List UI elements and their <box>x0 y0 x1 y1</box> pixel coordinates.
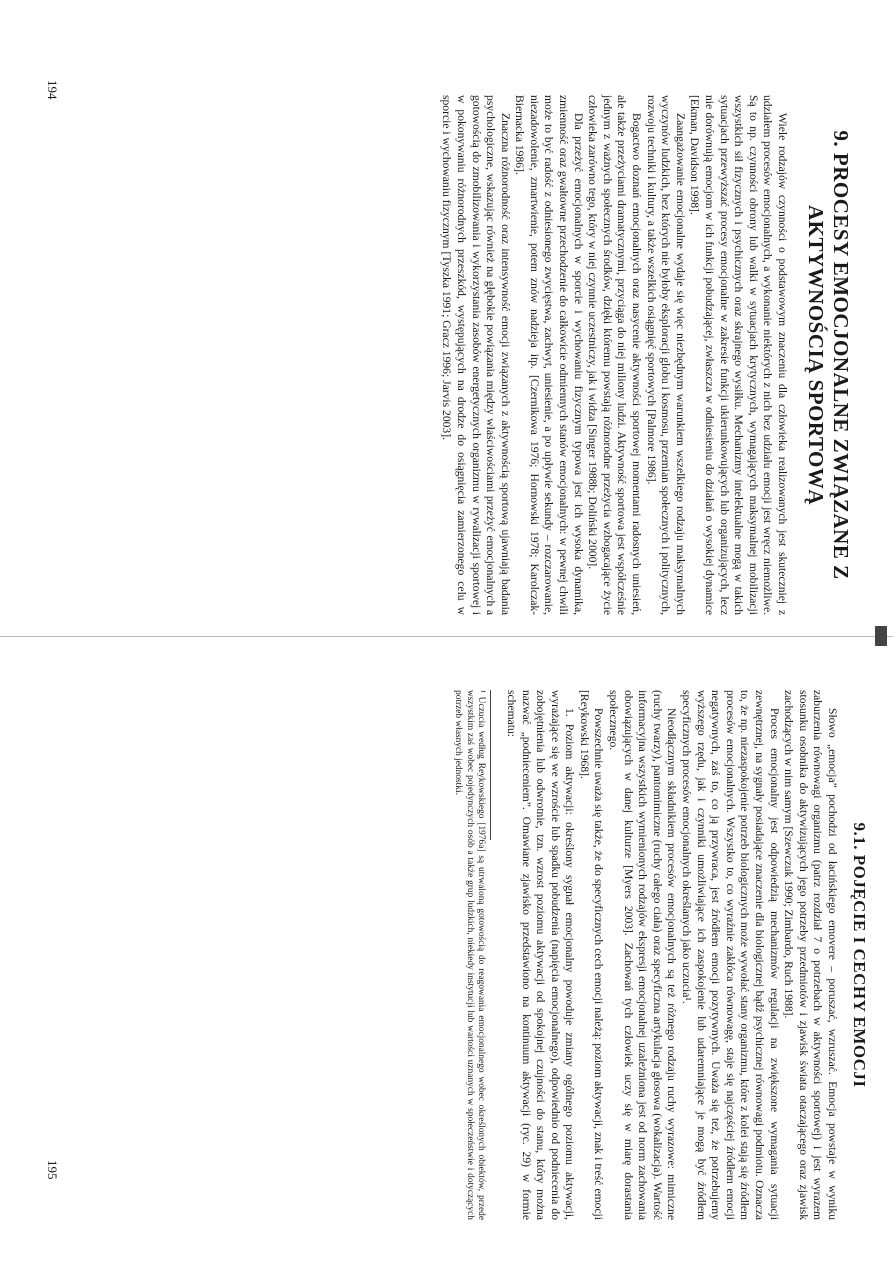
page-number-left: 194 <box>45 80 60 100</box>
page-gutter <box>0 636 893 637</box>
paragraph: Wiele rodzajów czynności o podstawowym znaczeniu dla człowieka realizowanych jest skuteczniej z udziałem procesów emocjonalnych, a wykonanie niektórych z nich bez udziału emocji jest wręcz niemożliwe. Są to np. czynności obrony lub walki w sytuacjach krytycznych, wymagających maksymalnej mobilizacji wszystkich sił fizycznych i psychicznych oraz skrajnego wysiłku. Mechanizmy intelektualne mogą w takich sytuacjach przewyższać procesy emocjonalne w zakresie funkcji ukierunkowujących lub organizujących, lecz nie dorównują emocjom w ich funkcji pobudzającej, zwłaszcza w odniesieniu do działań o wysokiej dynamice [Ekman, Davidson 1998]. <box>688 95 789 615</box>
paragraph: Nieodłącznym składnikiem procesów emocjonalnych są też różnego rodzaju ruchy wyrazowe: mimiczne (ruchy twarzy), pantomimiczne (ruchy całego ciała) oraz specyficzna artykulacja głosowa (wokalizacja). Wartość informacyjna wszystkich wymienionych rodzajów ekspresji emocjonalnej uzależniona jest od norm zachowania obowiązujących w danej kulturze [Myers 2003]. Zachowań tych człowiek uczy się w miarę dorastania społecznego. <box>607 690 679 1220</box>
crop-mark <box>875 626 887 646</box>
footnote-rule <box>490 690 491 840</box>
right-page <box>170 690 870 1220</box>
left-page <box>163 95 853 615</box>
paragraph: Proces emocjonalny jest odpowiedzią mechanizmów regulacji na zwiększone wymagania sytuacji zewnętrznej, na sygnały posiadające znaczenie dla biologicznej bądź psychicznej równowagi podmiotu. Oznacza to, że np. niezaspokojenie potrzeb biologicznych może wywołać stany organizmu, które z kolei stają się źródłem procesów emocjonalnych. Wszystko to, co wyraźnie zakłóca równowagę, staje się najczęściej źródłem emocji negatywnych, zaś to, co ją przywraca, jest źródłem emocji pozytywnych. Uważa się też, że potrzebujemy wyższego rzędu, jak i czynniki umożliwiające ich zaspokojenie lub udaremniające je mogą być źródłem specyficznych procesów emocjonalnych określanych jako uczucia¹. <box>680 690 781 1220</box>
paragraph: 1. Poziom aktywacji: określony sygnał emocjonalny powoduje zmiany ogólnego poziomu aktywacji, wyrażające się we wzroście lub spadku pobudzenia (napięcia emocjonalnego), odpowiednio od podniecenia do zobojętnienia lub odwrotnie, tzn. wzrost poziomu aktywacji od spokojnej czujności do stanu, który można nazwać „podnieceniem”. Omawiane zjawisko przedstawiono na kontinuum aktywacji (ryc. 29) w formie schematu: <box>504 690 577 1220</box>
page-number-right: 195 <box>45 1160 60 1180</box>
paragraph: Bogactwo doznań emocjonalnych oraz nasycenie aktywności sportowej momentami radosnych uniesień, ale także przeżyciami dramatycznymi, przyciąga do niej miliony ludzi. Aktywność sportowa jest współcześnie jednym z ważnych społecznych środków, dzięki któremu powstają różnorodne przeżycia wzbogacające życie człowieka zarówno tego, który w niej czynnie uczestniczy, jak i widza [Singer 1988b; Doliński 2000]. <box>586 95 644 615</box>
paragraph: Powszechnie uważa się także, że do specyficznych cech emocji należą: poziom aktywacji, znak i treść emocji [Reykowski 1968]. <box>577 690 606 1220</box>
paragraph: Znaczna różnorodność oraz intensywność emocji związanych z aktywnością sportową ujawniają badania psychologiczne, wskazując również na głębokie powiązania między właściwościami przeżyć emocjonalnych a gotowością do zmobilizowania i wykorzystania zasobów energetycznych organizmu w rywalizacji sportowej i w pokonywaniu różnorodnych przeszkód, występujących na drodze do osiągnięcia zamierzonego celu w sporcie i wychowaniu fizycznym [Tyszka 1991; Gracz 1996; Jarvis 2003]. <box>440 95 512 615</box>
paragraph: Dla przeżyć emocjonalnych w sporcie i wychowaniu fizycznym typowa jest ich wysoka dynamika, zmienność oraz gwałtowne przechodzenie do całkowicie odmiennych stanów emocjonalnych: w pewnej chwili może to być radość z odniesionego zwycięstwa, zachwyt, uniesienie, a po upływie sekundy – rozczarowanie, niezadowolenie, zmartwienie, potem znów nadzieja itp. [Czernikowa 1976; Hornowski 1978; Karolczak-Biernacka 1986]. <box>513 95 585 615</box>
footnote: ¹ Uczucia według Reykowskiego [1976a] są utrwaloną gotowością do reagowania emocjonalnego wobec określonych obiektów, przede wszystkim zaś wobec pojedynczych osób a także grup ludzkich, niekiedy instytucji lub wartości uznanych w społeczeństwie i dotyczących potrzeb własnych jednostki. <box>453 690 487 1220</box>
chapter-title: 9. PROCESY EMOCJONALNE ZWIĄZANE Z AKTYWNOŚCIĄ SPORTOWĄ <box>804 130 853 580</box>
section-title: 9.1. POJĘCIE I CECHY EMOCJI <box>850 822 869 1088</box>
paragraph: Zaangażowanie emocjonalne wydaje się więc niezbędnym warunkiem wszelkiego rodzaju maksymalnych wyczynów ludzkich, bez których nie byłoby eksploracji globu i kosmosu, przemian społecznych i politycznych, rozwoju techniki i kultury, a także wszelkich osiągnięć sportowych [Palmore 1986]. <box>644 95 687 615</box>
paragraph: Słowo „emocja” pochodzi od łacińskiego emovere – poruszać, wzruszać. Emocja powstaje w wyniku zaburzenia równowagi organizmu (patrz rozdział 7 o potrzebach w aktywności sportowej) i jest wyrazem stosunku osobnika do aktywizujących jego potrzeby przedmiotów i zjawisk świata otaczającego oraz zjawisk zachodzących w nim samym [Szewczuk 1990; Zimbardo, Ruch 1988]. <box>782 690 839 1220</box>
